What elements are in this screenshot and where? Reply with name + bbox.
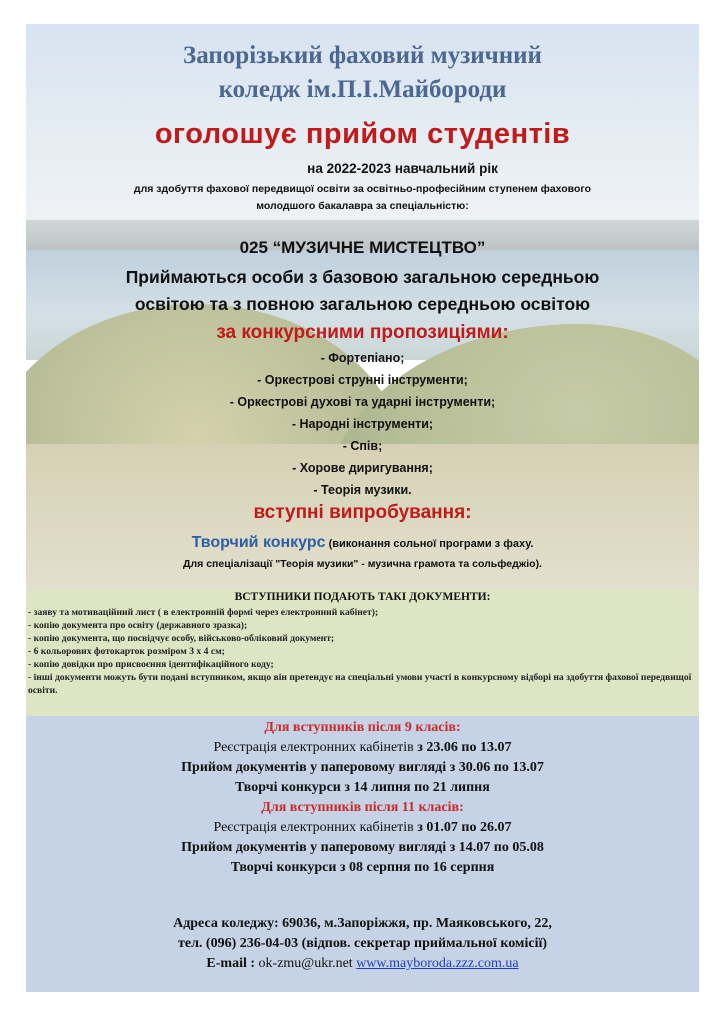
after-11-heading: Для вступників після 11 класів:: [261, 800, 464, 815]
specialty-title: 025 “МУЗИЧНЕ МИСТЕЦТВО”: [239, 238, 486, 257]
instrument-item: - Спів;: [342, 439, 383, 453]
theory-specialization-note: Для спеціалізації "Теорія музики" - музична грамота та сольфеджіо).: [183, 558, 542, 570]
instrument-item: - Народні інструменти;: [291, 417, 434, 431]
creative-contest-note: (виконання сольної програми з фаху.: [325, 538, 534, 550]
after-11-contests: Творчі конкурси з 08 серпня по 16 серпня: [230, 860, 495, 875]
documents-section: [26, 590, 699, 716]
document-item: - копію документа, що посвідчує особу, військово-обліковий документ;: [28, 633, 335, 644]
email-address[interactable]: ok-zmu@ukr.net: [258, 956, 353, 971]
after-9-registration: [26, 740, 699, 756]
description-line1: для здобуття фахової передвищої освіти за освітньо-професійним ступенем фахового: [133, 183, 592, 195]
admission-headline: оголошує прийом студентів: [154, 118, 571, 150]
instrument-item: - Оркестрові духові та ударні інструменти;: [229, 395, 496, 409]
instrument-item: - Теорія музики.: [313, 483, 412, 497]
registration-dates: з 01.07 по 26.07: [417, 820, 512, 835]
email-label: E-mail :: [206, 956, 259, 971]
after-11-paper-docs: Прийом документів у паперовому вигляді з 14.07 по 05.08: [181, 840, 544, 855]
admission-poster: [26, 24, 699, 992]
instrument-item: - Хорове диригування;: [292, 461, 433, 475]
registration-dates: з 23.06 по 13.07: [417, 740, 512, 755]
creative-contest-line: [26, 534, 699, 552]
contact-email-line: [26, 956, 699, 972]
college-name-line2: коледж ім.П.І.Майбороди: [218, 76, 507, 103]
documents-title: ВСТУПНИКИ ПОДАЮТЬ ТАКІ ДОКУМЕНТИ:: [234, 591, 491, 603]
document-item: - 6 кольорових фотокарток розміром 3 х 4 см;: [28, 646, 225, 657]
eligibility-line2: освітою та з повною загальною середньою освітою: [134, 294, 591, 314]
description-line2: молодшого бакалавра за спеціальністю:: [256, 200, 469, 212]
document-item: - заяву та мотиваційний лист ( в електронній формі через електронний кабінет);: [28, 607, 379, 618]
website-link[interactable]: www.mayboroda.zzz.com.ua: [356, 956, 519, 971]
instrument-item: - Фортепіано;: [320, 351, 405, 365]
schedule-section: [26, 716, 699, 992]
registration-label: Реєстрація електронних кабінетів: [213, 740, 418, 755]
college-name-line1: Запорізький фаховий музичний: [183, 42, 542, 69]
registration-label: Реєстрація електронних кабінетів: [213, 820, 418, 835]
competitive-offers-heading: за конкурсними пропозиціями:: [216, 322, 509, 343]
after-9-paper-docs: Прийом документів у паперовому вигляді з 30.06 по 13.07: [181, 760, 544, 775]
document-item: - копію довідки про присвоєння ідентифікаційного коду;: [28, 659, 274, 670]
documents-list: [28, 606, 698, 697]
creative-contest-label: Творчий конкурс: [191, 534, 326, 551]
after-9-contests: Творчі конкурси з 14 липня по 21 липня: [235, 780, 490, 795]
college-address: Адреса коледжу: 69036, м.Запоріжжя, пр. Маяковського, 22,: [173, 916, 552, 931]
eligibility-line1: Приймаються особи з базовою загальною середньою: [125, 267, 600, 287]
document-item: - копію документа про освіту (державного зразка);: [28, 620, 248, 631]
entrance-exams-heading: вступні випробування:: [253, 502, 472, 523]
instrument-item: - Оркестрові струнні інструменти;: [257, 373, 468, 387]
after-11-registration: [26, 820, 699, 836]
after-9-heading: Для вступників після 9 класів:: [264, 720, 461, 735]
document-item: - інші документи можуть бути подані вступником, якщо він претендує на спеціальні умови участі в конкурсному відборі на здобуття фахової передвищої освіти.: [28, 672, 692, 696]
academic-year: на 2022-2023 навчальний рік: [307, 161, 498, 176]
college-phone: тел. (096) 236-04-03 (відпов. секретар приймальної комісії): [177, 936, 548, 951]
